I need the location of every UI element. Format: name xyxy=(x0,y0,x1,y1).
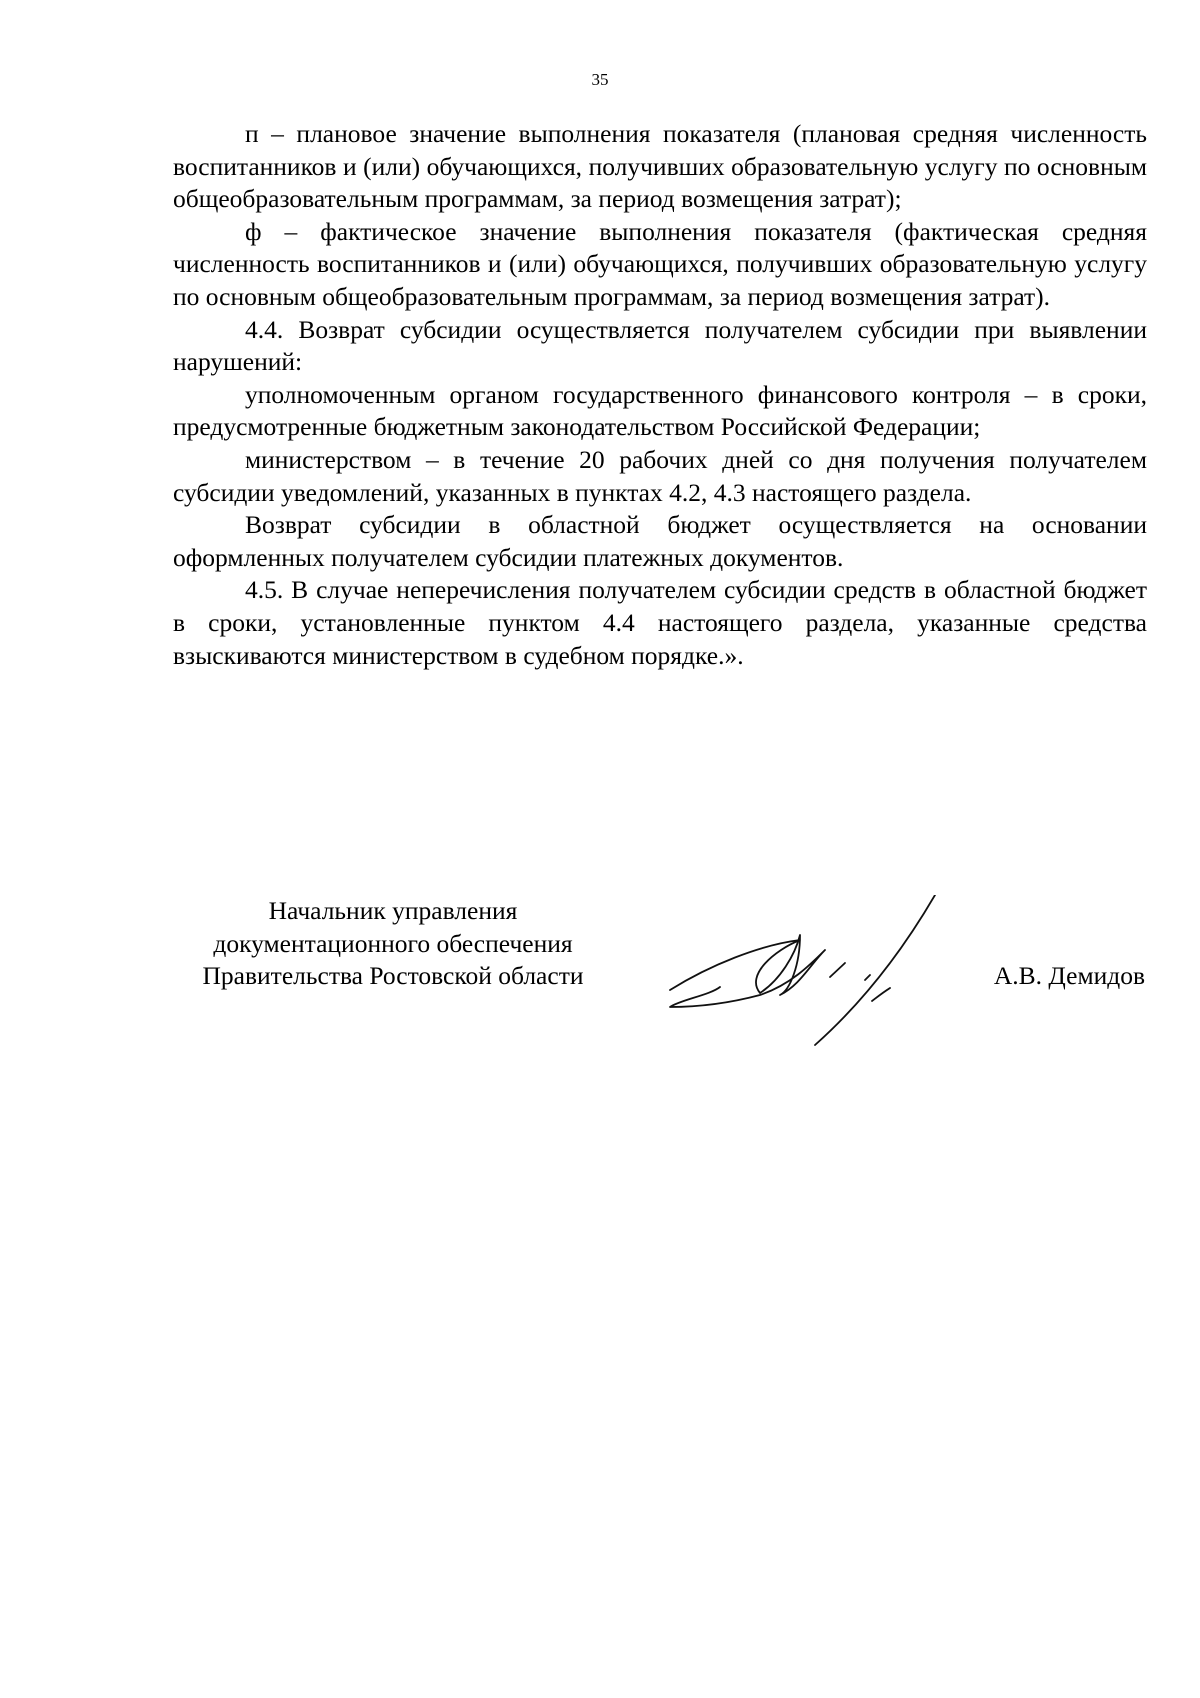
signer-title-line: Правительства Ростовской области xyxy=(202,961,584,990)
paragraph-refund-basis: Возврат субсидии в областной бюджет осуществляется на основании оформленных получателем субсидии платежных документов. xyxy=(173,510,1147,572)
document-body xyxy=(173,118,1147,672)
signer-name: А.В. Демидов xyxy=(993,961,1145,990)
paragraph-4-4: 4.4. Возврат субсидии осуществляется получателем субсидии при выявлении нарушений: xyxy=(173,314,1147,377)
handwritten-signature xyxy=(650,895,950,1055)
paragraph-control-body: уполномоченным органом государственного финансового контроля – в сроки, предусмотренные бюджетным законодательством Российской Федерации; xyxy=(173,379,1147,442)
paragraph-4-5: 4.5. В случае неперечисления получателем субсидии средств в областной бюджет в сроки, установленные пунктом 4.4 настоящего раздела, указанные средства взыскиваются министерством в судебном порядке.». xyxy=(173,575,1147,670)
paragraph-ministry: министерством – в течение 20 рабочих дней со дня получения получателем субсидии уведомлений, указанных в пунктах 4.2, 4.3 настоящего раздела. xyxy=(173,444,1147,507)
signer-title-line: документационного обеспечения xyxy=(213,928,573,958)
signer-title-line: Начальник управления xyxy=(268,896,518,925)
paragraph-plan-value: п – плановое значение выполнения показателя (плановая средняя численность воспитанников и (или) обучающихся, получивших образовательную услугу по основным общеобразовательным программам, за период возмещения затрат); xyxy=(173,119,1147,214)
signer-title xyxy=(173,895,613,993)
signature-block xyxy=(0,895,1200,1065)
paragraph-fact-value: ф – фактическое значение выполнения показателя (фактическая средняя численность воспитанников и (или) обучающихся, получивших образовательную услугу по основным общеобразовательным программам, за период возмещения затрат). xyxy=(173,216,1147,311)
page-number: 35 xyxy=(591,70,609,89)
